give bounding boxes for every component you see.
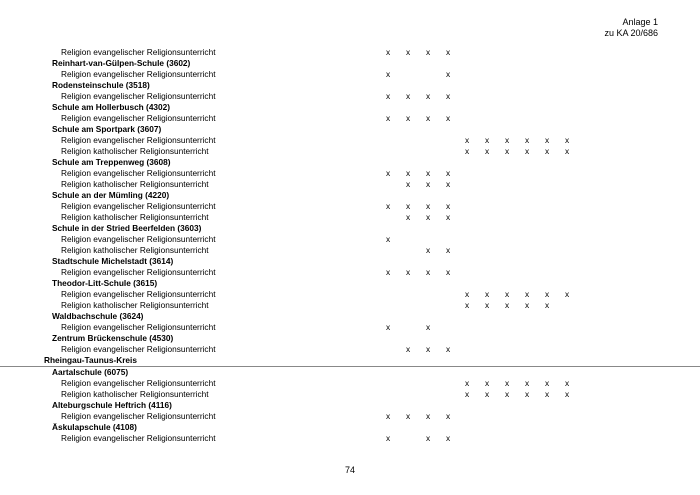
mark-cell: x [386,201,391,211]
school-label: Zentrum Brückenschule (4530) [52,333,174,343]
mark-cell: x [446,113,451,123]
school-label: Schule am Hollerbusch (4302) [52,102,171,112]
subject-row [0,91,700,102]
mark-cell: x [545,135,550,145]
mark-cell: x [386,47,391,57]
subject-label: Religion evangelischer Religionsunterricht [61,135,216,145]
mark-cell: x [505,135,510,145]
subject-label: Religion evangelischer Religionsunterricht [61,433,216,443]
school-row [0,102,700,113]
mark-cell: x [386,267,391,277]
school-label: Theodor-Litt-Schule (3615) [52,278,158,288]
school-row [0,256,700,267]
mark-cell: x [485,300,490,310]
subject-label: Religion evangelischer Religionsunterricht [61,91,216,101]
mark-cell: x [426,201,431,211]
subject-label: Religion katholischer Religionsunterricht [61,179,209,189]
subject-row [0,289,700,300]
mark-cell: x [525,389,530,399]
school-row [0,311,700,322]
mark-cell: x [386,322,391,332]
subject-label: Religion evangelischer Religionsunterricht [61,113,216,123]
subject-row [0,322,700,333]
mark-cell: x [406,212,411,222]
school-label: Waldbachschule (3624) [52,311,144,321]
mark-cell: x [406,179,411,189]
header-reference: zu KA 20/686 [604,28,658,38]
school-row [0,422,700,433]
mark-cell: x [406,47,411,57]
subject-label: Religion katholischer Religionsunterricht [61,146,209,156]
mark-cell: x [525,146,530,156]
subject-row [0,212,700,223]
mark-cell: x [565,135,570,145]
subject-row [0,113,700,124]
school-subject-table [0,47,700,444]
mark-cell: x [386,91,391,101]
subject-label: Religion katholischer Religionsunterricht [61,212,209,222]
mark-cell: x [446,201,451,211]
subject-label: Religion evangelischer Religionsunterricht [61,69,216,79]
mark-cell: x [426,411,431,421]
district-row [0,355,700,367]
mark-cell: x [426,322,431,332]
mark-cell: x [406,411,411,421]
mark-cell: x [426,113,431,123]
subject-label: Religion evangelischer Religionsunterricht [61,411,216,421]
school-row [0,58,700,69]
mark-cell: x [426,433,431,443]
school-label: Schule am Treppenweg (3608) [52,157,171,167]
mark-cell: x [426,267,431,277]
mark-cell: x [446,411,451,421]
mark-cell: x [446,212,451,222]
subject-row [0,47,700,58]
subject-label: Religion evangelischer Religionsunterricht [61,201,216,211]
mark-cell: x [446,69,451,79]
subject-row [0,146,700,157]
school-row [0,157,700,168]
subject-label: Religion evangelischer Religionsunterricht [61,267,216,277]
school-label: Äskulapschule (4108) [52,422,137,432]
mark-cell: x [446,179,451,189]
mark-cell: x [545,300,550,310]
mark-cell: x [465,389,470,399]
mark-cell: x [386,433,391,443]
mark-cell: x [465,146,470,156]
subject-label: Religion katholischer Religionsunterricht [61,389,209,399]
mark-cell: x [386,113,391,123]
subject-row [0,69,700,80]
school-row [0,190,700,201]
mark-cell: x [446,47,451,57]
subject-label: Religion evangelischer Religionsunterricht [61,322,216,332]
subject-row [0,378,700,389]
mark-cell: x [406,344,411,354]
subject-row [0,201,700,212]
mark-cell: x [406,113,411,123]
mark-cell: x [545,289,550,299]
district-label: Rheingau-Taunus-Kreis [44,355,137,365]
mark-cell: x [426,344,431,354]
school-label: Reinhart-van-Gülpen-Schule (3602) [52,58,191,68]
mark-cell: x [485,378,490,388]
mark-cell: x [465,378,470,388]
mark-cell: x [505,300,510,310]
mark-cell: x [446,91,451,101]
subject-label: Religion evangelischer Religionsunterricht [61,378,216,388]
school-row [0,333,700,344]
mark-cell: x [565,289,570,299]
mark-cell: x [465,300,470,310]
mark-cell: x [505,289,510,299]
school-row [0,80,700,91]
mark-cell: x [505,378,510,388]
mark-cell: x [426,168,431,178]
mark-cell: x [406,168,411,178]
subject-row [0,168,700,179]
subject-row [0,433,700,444]
school-row [0,223,700,234]
mark-cell: x [446,245,451,255]
mark-cell: x [426,91,431,101]
mark-cell: x [426,47,431,57]
mark-cell: x [426,245,431,255]
subject-row [0,389,700,400]
mark-cell: x [525,378,530,388]
school-row [0,278,700,289]
header-annex-label: Anlage 1 [622,17,658,27]
mark-cell: x [545,378,550,388]
mark-cell: x [565,378,570,388]
school-label: Stadtschule Michelstadt (3614) [52,256,174,266]
mark-cell: x [465,135,470,145]
mark-cell: x [386,168,391,178]
mark-cell: x [406,201,411,211]
subject-label: Religion katholischer Religionsunterricht [61,245,209,255]
school-label: Aartalschule (6075) [52,367,129,377]
subject-label: Religion evangelischer Religionsunterricht [61,168,216,178]
subject-row [0,179,700,190]
mark-cell: x [485,146,490,156]
subject-row [0,135,700,146]
mark-cell: x [545,389,550,399]
school-row [0,367,700,378]
school-label: Alteburgschule Heftrich (4116) [52,400,172,410]
subject-label: Religion evangelischer Religionsunterricht [61,344,216,354]
subject-row [0,234,700,245]
subject-label: Religion katholischer Religionsunterricht [61,300,209,310]
school-label: Schule in der Stried Beerfelden (3603) [52,223,202,233]
mark-cell: x [465,289,470,299]
subject-row [0,245,700,256]
mark-cell: x [406,91,411,101]
mark-cell: x [485,135,490,145]
mark-cell: x [426,212,431,222]
subject-row [0,267,700,278]
mark-cell: x [426,179,431,189]
mark-cell: x [525,300,530,310]
mark-cell: x [565,146,570,156]
mark-cell: x [485,289,490,299]
subject-label: Religion evangelischer Religionsunterricht [61,289,216,299]
mark-cell: x [485,389,490,399]
school-row [0,400,700,411]
mark-cell: x [505,389,510,399]
mark-cell: x [386,69,391,79]
mark-cell: x [565,389,570,399]
subject-label: Religion evangelischer Religionsunterricht [61,47,216,57]
mark-cell: x [525,135,530,145]
school-row [0,124,700,135]
mark-cell: x [386,411,391,421]
school-label: Rodensteinschule (3518) [52,80,150,90]
mark-cell: x [386,234,391,244]
mark-cell: x [505,146,510,156]
subject-row [0,344,700,355]
school-label: Schule am Sportpark (3607) [52,124,162,134]
subject-label: Religion evangelischer Religionsunterricht [61,234,216,244]
mark-cell: x [446,267,451,277]
mark-cell: x [446,433,451,443]
mark-cell: x [446,168,451,178]
mark-cell: x [406,267,411,277]
mark-cell: x [446,344,451,354]
subject-row [0,300,700,311]
mark-cell: x [525,289,530,299]
school-label: Schule an der Mümling (4220) [52,190,170,200]
subject-row [0,411,700,422]
document-header [604,17,658,39]
mark-cell: x [545,146,550,156]
page-number: 74 [344,465,355,475]
